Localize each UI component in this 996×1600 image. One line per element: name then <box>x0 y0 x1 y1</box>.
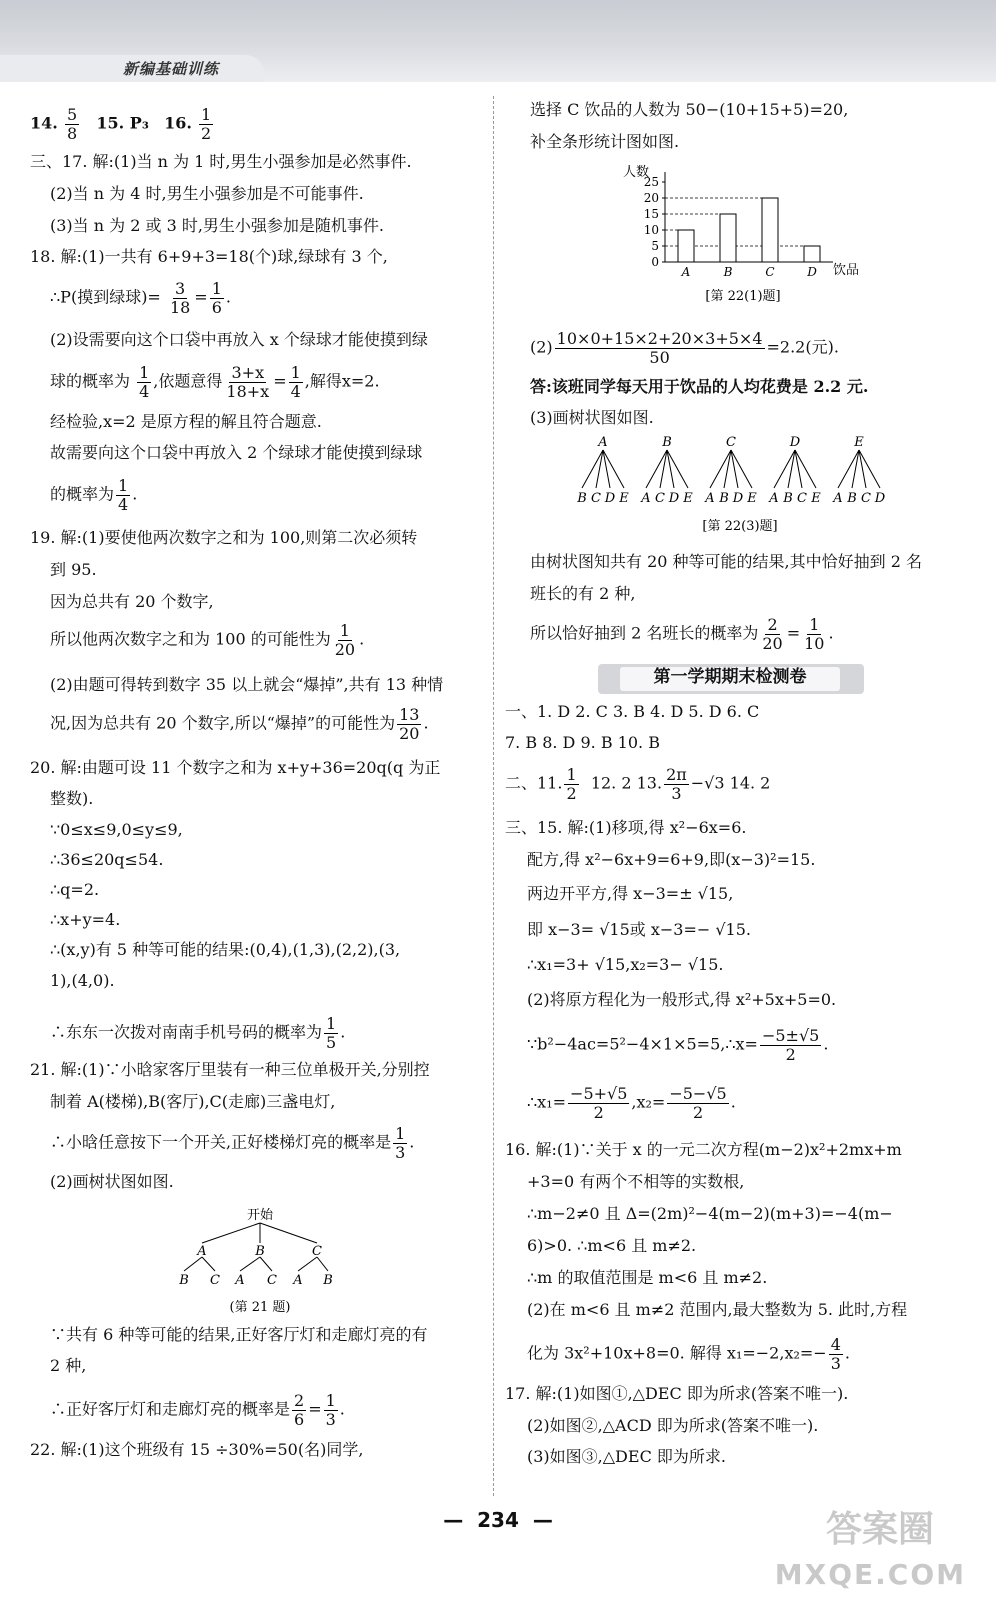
answer-line: 配方,得 x²−6x+9=6+9,即(x−3)²=15. <box>527 850 816 869</box>
answer-line: 6)>0. ∴m<6 且 m≠2. <box>527 1236 697 1255</box>
bar <box>720 214 736 262</box>
x-tick-label: A <box>681 265 691 279</box>
answer-line: 所以他两次数字之和为 100 的可能性为 $\frac{1}{20}$ . <box>50 621 365 659</box>
chart-x-label: 饮品 <box>833 263 860 278</box>
section-title: 第一学期期末检测卷 <box>620 667 840 691</box>
answer-line: (2)当 n 为 4 时,男生小强参加是不可能事件. <box>50 184 364 203</box>
tree-leaf: A <box>641 491 651 506</box>
answer-line: 17. 解:(1)如图①,△DEC 即为所求(答案不唯一). <box>505 1384 849 1403</box>
answer-line: 1),(4,0). <box>50 971 115 990</box>
chart-x-ticks <box>681 265 818 279</box>
answer-line: 两边开平方,得 x−3=± √15, <box>527 884 734 903</box>
answer-line: 即 x−3= √15或 x−3=− √15. <box>527 920 751 939</box>
answer-line: ∴q=2. <box>50 880 100 899</box>
answer-line: 三、17. 解:(1)当 n 为 1 时,男生小强参加是必然事件. <box>30 152 412 171</box>
tree-root-label: 开始 <box>246 1208 274 1223</box>
answer-line: ∵共有 6 种等可能的结果,正好客厅灯和走廊灯亮的有 <box>50 1325 428 1344</box>
answer-line: 选择 C 饮品的人数为 50−(10+15+5)=20, <box>530 100 849 119</box>
tree-node: C <box>726 435 736 450</box>
answer-line: +3=0 有两个不相等的实数根, <box>527 1172 745 1191</box>
answer-line: 补全条形统计图如图. <box>530 132 680 151</box>
tree-leaf: C <box>267 1273 277 1288</box>
answer-line: ∵b²−4ac=5²−4×1×5=5,∴x= $\frac{-5\pm√5}{2}$ . <box>527 1026 829 1064</box>
tree-node: E <box>854 435 864 450</box>
answer-line: ∴m 的取值范围是 m<6 且 m≠2. <box>527 1268 768 1287</box>
tree-diagram-21 <box>160 1205 360 1330</box>
answer-line: 14. $\frac{5}{8}$ 15. P₃ 16. $\frac{1}{2}$ <box>30 105 212 143</box>
tree-node: C <box>312 1244 322 1259</box>
answer-line: ∴正好客厅灯和走廊灯亮的概率是 $\frac{2}{6}$ = $\frac{1}{3}$ . <box>50 1391 345 1429</box>
tree-leaf: A <box>769 491 779 506</box>
answer-line: 况,因为总共有 20 个数字,所以“爆掉”的可能性为 $\frac{13}{20}$ . <box>50 705 429 743</box>
tree-leaf: A <box>235 1273 245 1288</box>
page-number: — 234 — <box>443 1508 553 1532</box>
tree-leaf: D <box>668 491 680 506</box>
y-tick-label: 25 <box>643 175 659 189</box>
answer-line: 20. 解:由题可设 11 个数字之和为 x+y+36=20q(q 为正 <box>30 758 441 777</box>
answer-line: 的概率为 $\frac{1}{4}$ . <box>50 476 138 514</box>
answer-line: 到 95. <box>50 560 97 579</box>
tree-node: A <box>197 1244 207 1259</box>
tree-leaf: C <box>591 491 601 506</box>
tree-node: B <box>255 1244 265 1259</box>
tree-node: D <box>789 435 801 450</box>
x-tick-label: C <box>765 265 775 279</box>
answer-line: 经检验,x=2 是原方程的解且符合题意. <box>50 412 322 431</box>
x-tick-label: B <box>723 265 733 279</box>
answer-line: 化为 3x²+10x+8=0. 解得 x₁=−2,x₂=− $\frac{4}{3}$ . <box>527 1335 850 1373</box>
y-tick-label: 15 <box>643 207 659 221</box>
answer-line: ∵0≤x≤9,0≤y≤9, <box>50 820 183 839</box>
answer-line: 由树状图知共有 20 种等可能的结果,其中恰好抽到 2 名 <box>530 552 922 571</box>
column-divider <box>493 96 494 1496</box>
answer-line: 22. 解:(1)这个班级有 15 ÷30%=50(名)同学, <box>30 1440 364 1459</box>
answer-line: ∴36≤20q≤54. <box>50 850 164 869</box>
tree-node: B <box>662 435 672 450</box>
answer-line: 21. 解:(1)∵小晗家客厅里装有一种三位单极开关,分别控 <box>30 1060 430 1079</box>
answer-line: (2)在 m<6 且 m≠2 范围内,最大整数为 5. 此时,方程 <box>527 1300 908 1319</box>
tree-leaf: B <box>719 491 729 506</box>
answer-line: 班长的有 2 种, <box>530 584 636 603</box>
answer-line: 一、1. D 2. C 3. B 4. D 5. D 6. C <box>505 702 760 721</box>
chart-bars <box>678 198 820 262</box>
y-tick-label: 20 <box>643 191 659 205</box>
answer-line: (2)如图②,△ACD 即为所求(答案不唯一). <box>527 1416 819 1435</box>
tree-leaf: E <box>619 491 629 506</box>
answer-line: 19. 解:(1)要使他两次数字之和为 100,则第二次必须转 <box>30 528 418 547</box>
tree-leaf: B <box>847 491 857 506</box>
answer-line: 三、15. 解:(1)移项,得 x²−6x=6. <box>505 818 747 837</box>
watermark: 答案圈 MXQE.COM <box>774 1509 966 1591</box>
tree-leaf: A <box>833 491 843 506</box>
tree-leaf: B <box>179 1273 189 1288</box>
answer-line: ∴x₁= $\frac{-5+√5}{2}$ ,x₂= $\frac{-5-√5}{2}$ . <box>527 1084 736 1122</box>
bar <box>762 198 778 262</box>
answer-line: 故需要向这个口袋中再放入 2 个绿球才能使摸到绿球 <box>50 443 423 462</box>
answer-line: ∴x+y=4. <box>50 910 121 929</box>
answer-line: (2)将原方程化为一般形式,得 x²+5x+5=0. <box>527 990 837 1009</box>
answer-line: (2)画树状图如图. <box>50 1172 174 1191</box>
chart-caption: [第 22(1)题] <box>705 289 781 304</box>
answer-line: ∴x₁=3+ √15,x₂=3− √15. <box>527 955 724 974</box>
answer-line: 18. 解:(1)一共有 6+9+3=18(个)球,绿球有 3 个, <box>30 247 388 266</box>
tree-leaf: C <box>861 491 871 506</box>
tree-leaf: B <box>783 491 793 506</box>
tree-leaf: E <box>747 491 757 506</box>
tree-leaf: C <box>797 491 807 506</box>
answer-line: 球的概率为 $\frac{1}{4}$ ,依题意得 $\frac{3+x}{18+x}$ = $\frac{1}{4}$ ,解得x=2. <box>50 363 380 401</box>
bar <box>804 246 820 262</box>
figure-caption: [第 22(3)题] <box>702 519 778 534</box>
answer-line: (2) $\frac{10\times 0+15\times 2+20\times 3+5\times 4}{50}$ =2.2(元). <box>530 329 839 367</box>
answer-line: 因为总共有 20 个数字, <box>50 592 214 611</box>
x-tick-label: D <box>807 265 817 279</box>
tree-leaf: D <box>604 491 616 506</box>
answer-line: 7. B 8. D 9. B 10. B <box>505 733 660 752</box>
answer-line: 答:该班同学每天用于饮品的人均花费是 2.2 元. <box>530 377 869 396</box>
tree-leaf: A <box>705 491 715 506</box>
bar <box>678 230 694 262</box>
figure-caption: (第 21 题) <box>229 1300 291 1315</box>
tree-node: A <box>598 435 608 450</box>
answer-line: 整数). <box>50 789 94 808</box>
answer-line: 2 种, <box>50 1356 87 1375</box>
answer-line: ∴(x,y)有 5 种等可能的结果:(0,4),(1,3),(2,2),(3, <box>50 940 401 959</box>
answer-line: (3)当 n 为 2 或 3 时,男生小强参加是随机事件. <box>50 216 385 235</box>
answer-line: ∴P(摸到绿球)= $\frac{3}{18}$ = $\frac{1}{6}$ . <box>50 279 231 317</box>
answer-line: 制着 A(楼梯),B(客厅),C(走廊)三盏电灯, <box>50 1092 336 1111</box>
answer-line: 16. 解:(1)∵关于 x 的一元二次方程(m−2)x²+2mx+m <box>505 1140 902 1159</box>
tree-leaf: C <box>210 1273 220 1288</box>
tree-leaf: D <box>874 491 886 506</box>
y-tick-label: 5 <box>651 239 659 253</box>
tree-leaf: B <box>577 491 587 506</box>
page-header <box>0 0 996 82</box>
answer-line: ∴m−2≠0 且 Δ=(2m)²−4(m−2)(m+3)=−4(m− <box>527 1204 893 1223</box>
y-tick-label: 0 <box>651 255 659 269</box>
tree-leaf: D <box>732 491 744 506</box>
tree-leaf: E <box>683 491 693 506</box>
answer-line: (2)设需要向这个口袋中再放入 x 个绿球才能使摸到绿 <box>50 330 428 349</box>
header-title: 新编基础训练 <box>123 60 220 78</box>
answer-line: (2)由题可得转到数字 35 以上就会“爆掉”,共有 13 种情 <box>50 675 444 694</box>
tree-leaf: B <box>323 1273 333 1288</box>
answer-line: 所以恰好抽到 2 名班长的概率为 $\frac{2}{20}$ = $\frac{1}{10}$ . <box>530 615 834 653</box>
answer-line: (3)画树状图如图. <box>530 408 654 427</box>
tree-diagram-22 <box>575 432 915 542</box>
answer-line: (3)如图③,△DEC 即为所求. <box>527 1447 726 1466</box>
bar-chart <box>615 160 875 310</box>
answer-line: 二、11. $\frac{1}{2}$ 12. 2 13. $\frac{2\pi}{3}$ −√3 14. 2 <box>505 765 771 803</box>
tree-leaf: C <box>655 491 665 506</box>
chart-y-ticks <box>644 175 665 269</box>
tree-leaf: E <box>811 491 821 506</box>
tree-leaf: A <box>293 1273 303 1288</box>
answer-line: ∴东东一次拨对南南手机号码的概率为 $\frac{1}{5}$ . <box>50 1014 346 1052</box>
chart-y-label: 人数 <box>623 165 650 180</box>
y-tick-label: 10 <box>643 223 659 237</box>
answer-line: ∴小晗任意按下一个开关,正好楼梯灯亮的概率是 $\frac{1}{3}$ . <box>50 1124 415 1162</box>
